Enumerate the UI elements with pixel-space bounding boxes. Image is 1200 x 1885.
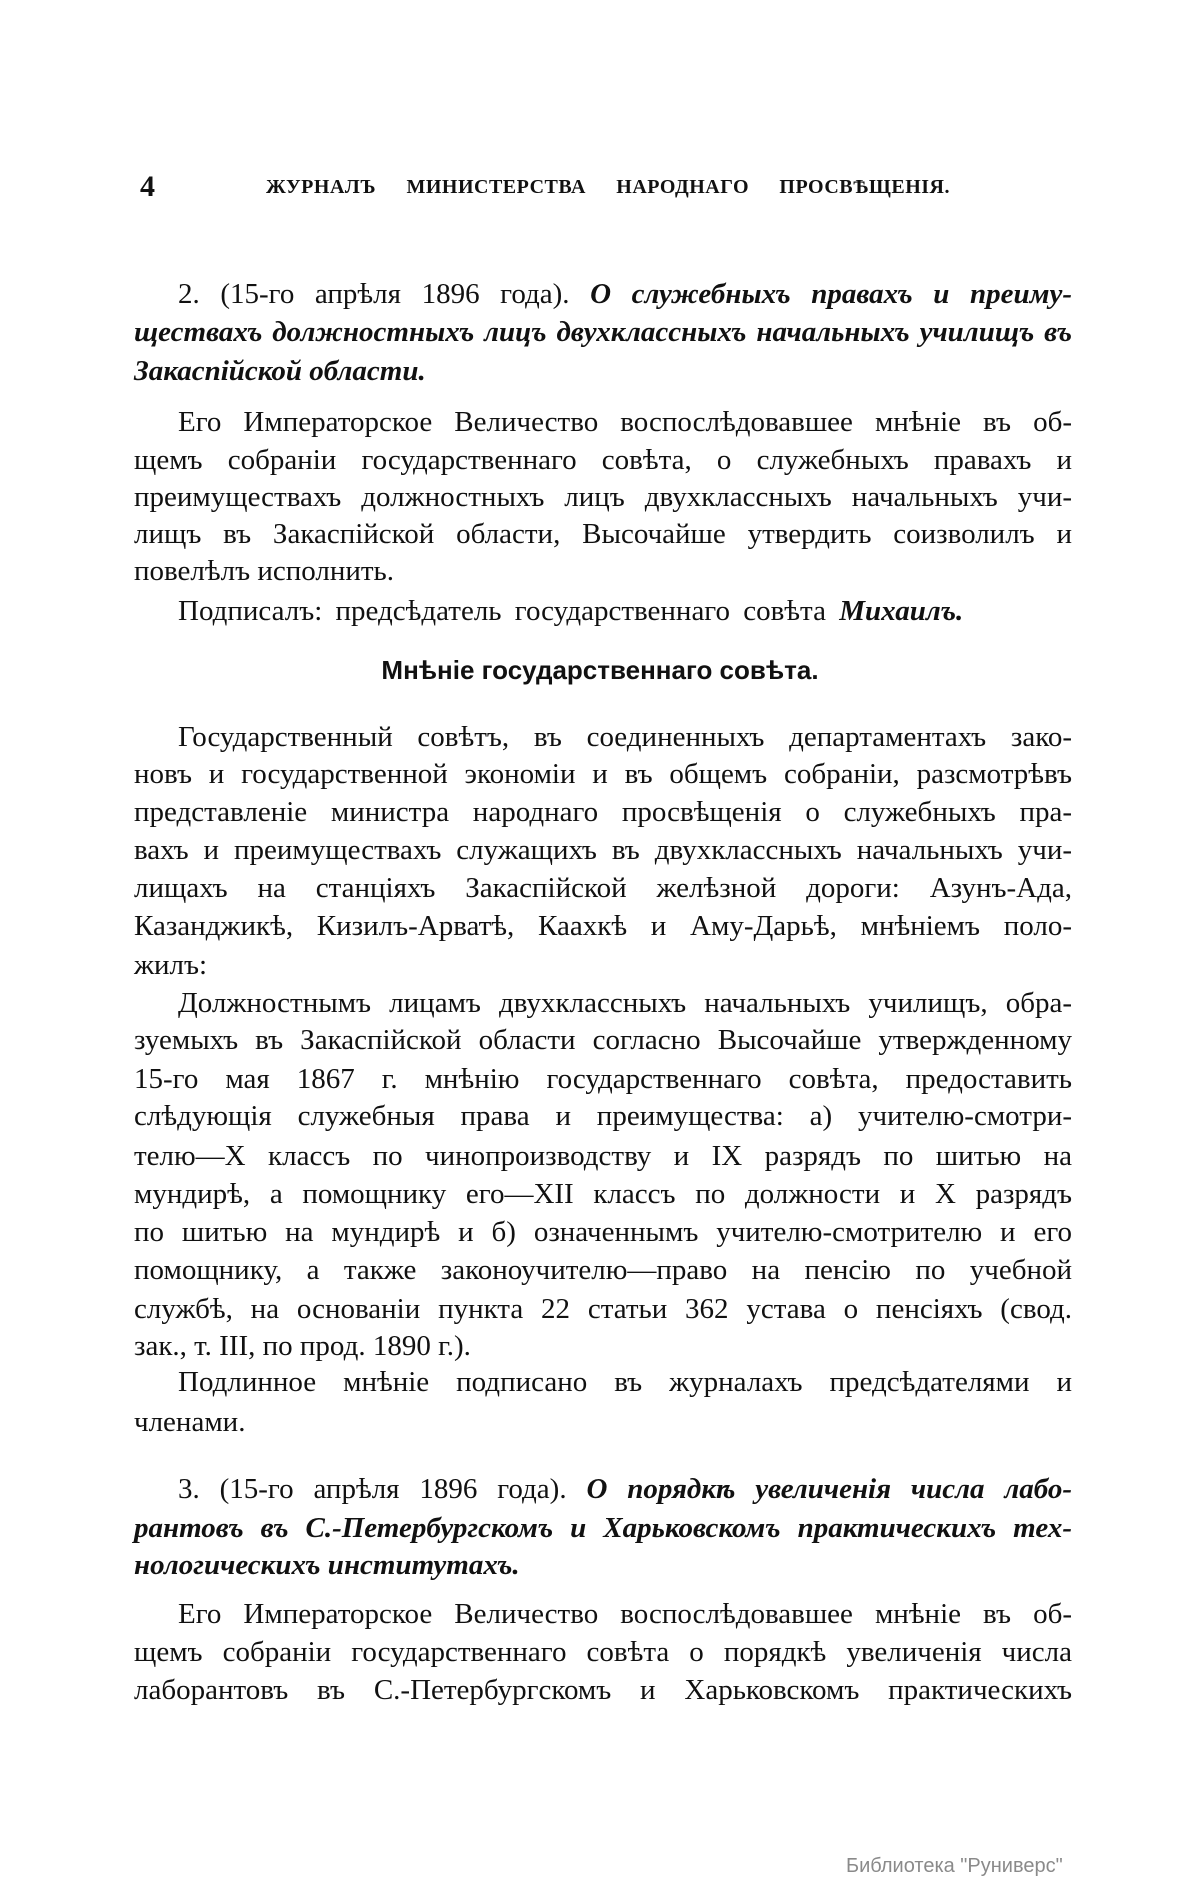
item-3-title-line: рантовъ въ С.-Петербургскомъ и Харьковскомъ практическихъ тех- [134,1512,1072,1544]
text-line: Подлинное мнѣніе подписано въ журналахъ предсѣдателями и [178,1366,1072,1398]
text-line: зуемыхъ въ Закаспійской области согласно Высочайше утвержденному [134,1024,1072,1056]
item-3-date: 3. (15-го апрѣля 1896 года). [178,1473,567,1505]
text-line: мундирѣ, а помощнику его—XII классъ по должности и X разрядъ [134,1178,1072,1210]
text-line: Его Императорское Величество воспослѣдовавшее мнѣніе въ об- [178,1598,1072,1630]
text-line: слѣдующія служебныя права и преимущества: а) учителю-смотри- [134,1100,1072,1132]
text-line: телю—X классъ по чинопроизводству и IX разрядъ по шитью на [134,1140,1072,1172]
text-line: представленіе министра народнаго просвѣщенія о служебныхъ пра- [134,796,1072,828]
signer-name: Михаилъ. [839,595,964,627]
text-line: преимуществахъ должностныхъ лицъ двухклассныхъ начальныхъ учи- [134,481,1072,513]
text-line: Его Императорское Величество воспослѣдовавшее мнѣніе въ об- [178,406,1072,438]
text-line: помощнику, а также законоучителю—право на пенсію по учебной [134,1254,1072,1286]
library-watermark: Библиотека "Руниверс" [846,1855,1063,1877]
text-line: службѣ, на основаніи пункта 22 статьи 362 устава о пенсіяхъ (свод. [134,1293,1072,1325]
item-3-title-line [178,1469,1072,1509]
text-line: членами. [134,1406,246,1438]
text-line: Должностнымъ лицамъ двухклассныхъ начальныхъ училищъ, обра- [178,987,1072,1019]
text-line: вахъ и преимуществахъ служащихъ въ двухклассныхъ начальныхъ учи- [134,834,1072,866]
text-line: новъ и государственной экономіи и въ общемъ собраніи, разсмотрѣвъ [134,758,1072,790]
text-line: лищъ въ Закаспійской области, Высочайше утвердить соизволилъ и [134,518,1072,550]
text-line: зак., т. III, по прод. 1890 г.). [134,1330,471,1362]
text-line: щемъ собраніи государственнаго совѣта, о служебныхъ правахъ и [134,444,1072,476]
text-line: щемъ собраніи государственнаго совѣта о порядкѣ увеличенія числа [134,1636,1072,1668]
item-2-title-line: Закаспійской области. [134,355,426,387]
text-line: лаборантовъ въ С.-Петербургскомъ и Харьковскомъ практическихъ [134,1674,1072,1706]
page-number: 4 [140,170,155,203]
text-line: Государственный совѣтъ, въ соединенныхъ департаментахъ зако- [178,721,1072,753]
item-2-title-line: ществахъ должностныхъ лицъ двухклассныхъ начальныхъ училищъ въ [134,316,1072,348]
journal-title: ЖУРНАЛЪ МИНИСТЕРСТВА НАРОДНАГО ПРОСВѢЩЕНІЯ. [266,176,950,198]
item-3-title-line: нологическихъ институтахъ. [134,1549,520,1581]
item-2-title: О служебныхъ правахъ и преиму- [590,278,1073,310]
text-line: Казанджикѣ, Кизилъ-Арватѣ, Каахкѣ и Аму-Дарьѣ, мнѣніемъ поло- [134,910,1072,942]
text-line: повелѣлъ исполнить. [134,555,395,587]
item-2-date: 2. (15-го апрѣля 1896 года). [178,278,570,310]
signature-line [178,591,1072,631]
signed-by-label: Подписалъ: предсѣдатель государственнаго совѣта [178,595,826,627]
text-line: жилъ: [134,949,208,981]
item-2-title-line [178,274,1072,314]
item-3-title: О порядкѣ увеличенія числа лабо- [586,1473,1072,1505]
text-line: по шитью на мундирѣ и б) означеннымъ учителю-смотрителю и его [134,1216,1072,1248]
text-line: лищахъ на станціяхъ Закаспійской желѣзной дороги: Азунъ-Ада, [134,872,1072,904]
text-line: 15-го мая 1867 г. мнѣнію государственнаго совѣта, предоставить [134,1063,1072,1095]
section-heading: Мнѣніе государственнаго совѣта. [381,655,819,685]
